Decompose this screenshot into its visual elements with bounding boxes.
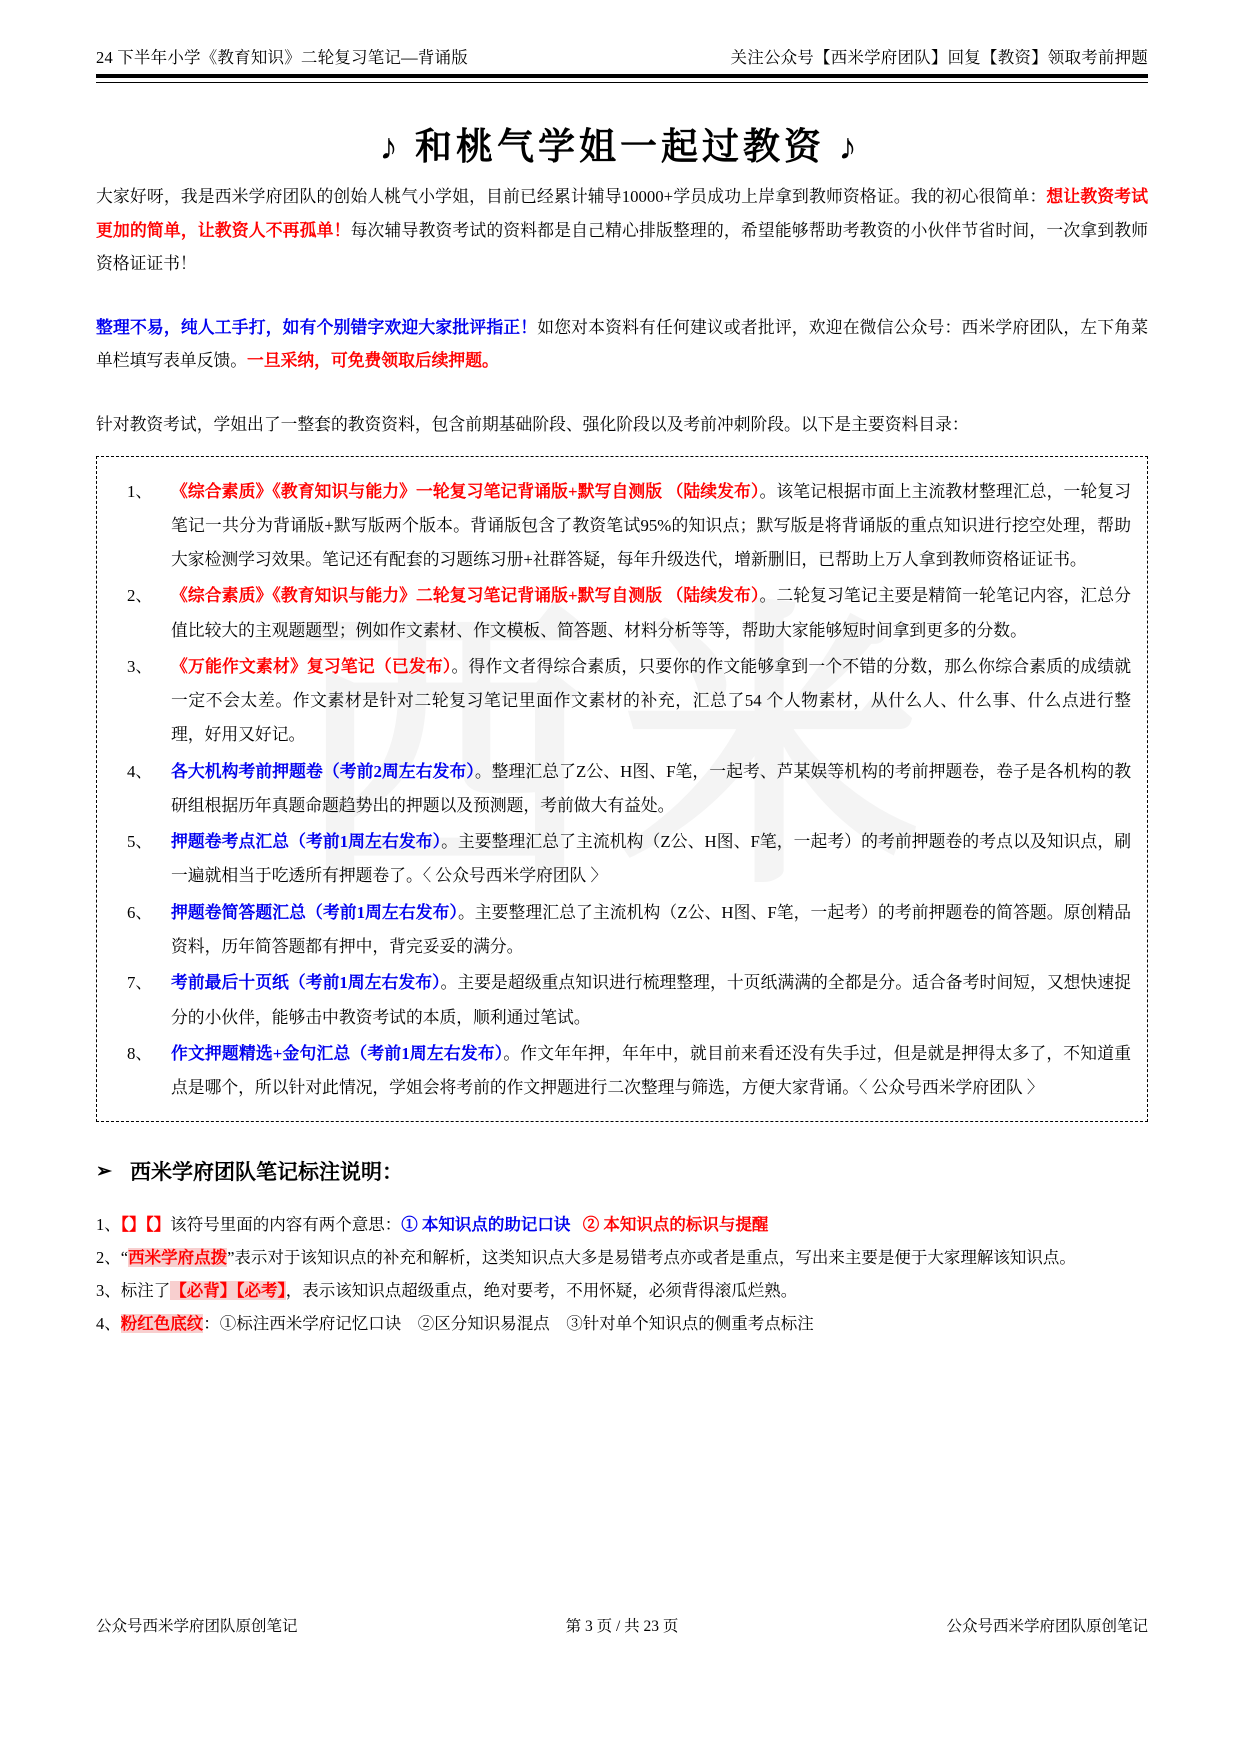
list-item-body: [171, 896, 1131, 965]
note-number: 1、: [96, 1215, 121, 1235]
intro-p2-red: 一旦采纳，可免费领取后续押题。: [247, 351, 499, 371]
list-item-text: 。二轮复习笔记主要是精简一轮笔记内容，汇总分值比较大的主观题题型；例如作文素材、作文模板、简答题、材料分析等等，帮助大家能够短时间拿到更多的分数。: [171, 586, 1131, 640]
intro-paragraph-2: [96, 311, 1148, 378]
list-item-number: 3、: [127, 656, 153, 676]
list-item: [109, 825, 1131, 894]
list-item-highlight: 考前最后十页纸（考前1周左右发布）: [171, 973, 441, 993]
list-item-highlight: 《万能作文素材》复习笔记（已发布）: [171, 656, 452, 676]
note-text: ：①标注西米学府记忆口诀 ②区分知识易混点 ③针对单个知识点的侧重考点标注: [203, 1314, 814, 1334]
list-item: [109, 966, 1131, 1035]
list-item-body: [171, 755, 1131, 824]
note-quote-close: ”: [227, 1248, 235, 1268]
note-number: 4、: [96, 1314, 121, 1334]
intro-paragraph-1: [96, 180, 1148, 281]
list-item-body: [171, 966, 1131, 1035]
note-option-2: ② 本知识点的标识与提醒: [582, 1215, 769, 1235]
note-text: 该符号里面的内容有两个意思：: [170, 1215, 402, 1235]
list-item-number: 7、: [127, 973, 153, 993]
list-item-text: 。作文年年押，年年中，就目前来看还没有失手过，但是就是押得太多了，不知道重点是哪个，所以针对此情况，学姐会将考前的作文押题进行二次整理与筛选，方便大家背诵。〈 公众号西米学府团队 〉: [171, 1043, 1131, 1098]
list-item-highlight: 押题卷简答题汇总（考前1周左右发布）: [171, 902, 458, 922]
list-item-text: 。整理汇总了Z公、H图、F笔，一起考、芦某娱等机构的考前押题卷，卷子是各机构的教研组根据历年真题命题趋势出的押题以及预测题，考前做大有益处。: [171, 761, 1131, 815]
list-item-body: [171, 1037, 1131, 1106]
note-text: ，表示该知识点超级重点，绝对要考，不用怀疑，必须背得滚瓜烂熟。: [285, 1281, 798, 1301]
note-item: [96, 1274, 1148, 1307]
list-item-text: 。主要是超级重点知识进行梳理整理，十页纸满满的全都是分。适合备考时间短，又想快速捉分的小伙伴，能够击中教资考试的本质，顺利通过笔试。: [171, 973, 1131, 1027]
list-item-text: 。主要整理汇总了主流机构（Z公、H图、F笔，一起考）的考前押题卷的简答题。原创精品资料，历年简答题都有押中，背完妥妥的满分。: [171, 902, 1131, 957]
list-item-text: 。主要整理汇总了主流机构（Z公、H图、F笔，一起考）的考前押题卷的考点以及知识点，刷一遍就相当于吃透所有押题卷了。〈 公众号西米学府团队 〉: [171, 832, 1131, 886]
section-heading: [96, 1156, 1148, 1186]
intro-p2-mid: 如您对本资料有任何建议或者批评，欢迎在微信公众号：西米学府团队，左下角菜单栏填写表单反馈。: [96, 317, 1148, 371]
catalog-box: [96, 456, 1148, 1123]
note-tag-pink-shading: 粉红色底纹: [120, 1314, 204, 1334]
list-item-body: [171, 475, 1131, 578]
note-prefix: 标注了: [120, 1281, 171, 1301]
note-item: [96, 1208, 1148, 1241]
page-footer: [96, 1614, 1148, 1636]
list-item-number: 8、: [127, 1043, 153, 1063]
footer-right-text: 公众号西米学府团队原创笔记: [946, 1618, 1148, 1635]
note-item: [96, 1241, 1148, 1274]
list-item-body: [171, 650, 1131, 753]
spacer: [96, 382, 1148, 408]
list-item-text: 。该笔记根据市面上主流教材整理汇总，一轮复习笔记一共分为背诵版+默写版两个版本。背诵版包含了教资笔试95%的知识点；默写版是将背诵版的重点知识进行挖空处理，帮助大家检测学习效果。笔记还有配套的习题练习册+社群答疑，每年升级迭代，增新删旧，已帮助上万人拿到教师资格证证书。: [171, 481, 1131, 570]
list-item: [109, 650, 1131, 753]
note-tag-dianbo: 西米学府点拨: [128, 1248, 228, 1268]
document-body: [96, 180, 1148, 1340]
header-divider: [96, 74, 1148, 83]
spacer: [96, 285, 1148, 311]
page-header: [96, 44, 1148, 83]
header-left-text: 24 下半年小学《教育知识》二轮复习笔记—背诵版: [96, 48, 468, 67]
list-item: [109, 475, 1131, 578]
note-number: 3、: [96, 1281, 121, 1301]
note-quote-open: “: [120, 1248, 129, 1268]
list-item-number: 1、: [127, 481, 153, 501]
list-item-number: 2、: [127, 586, 153, 606]
list-item: [109, 1037, 1131, 1106]
list-item-highlight: 《综合素质》《教育知识与能力》一轮复习笔记背诵版+默写自测版 （陆续发布）: [171, 481, 760, 501]
note-text: 表示对于该知识点的补充和解析，这类知识点大多是易错考点亦或者是重点，写出来主要是便于大家理解该知识点。: [234, 1248, 1076, 1268]
section-heading-text: 西米学府团队笔记标注说明：: [130, 1160, 403, 1185]
list-item-body: [171, 825, 1131, 894]
list-item: [109, 579, 1131, 648]
list-item-highlight: 押题卷考点汇总（考前1周左右发布）: [171, 832, 442, 852]
intro-p1-part-b: 每次辅导教资考试的资料都是自己精心排版整理的，希望能够帮助考教资的小伙伴节省时间，一次拿到教师资格证证书！: [96, 220, 1148, 274]
note-tag-bibei: 【必背】: [170, 1281, 237, 1301]
list-item-text: 。得作文者得综合素质，只要你的作文能够拿到一个不错的分数，那么你综合素质的成绩就一定不会太差。作文素材是针对二轮复习笔记里面作文素材的补充，汇总了54 个人物素材，从什么人、什么事、什么点进行整理，好用又好记。: [171, 656, 1131, 745]
list-item: [109, 755, 1131, 824]
footer-page-number: 第 3 页 / 共 23 页: [565, 1618, 679, 1635]
list-item-number: 5、: [127, 832, 153, 852]
note-tag-bikao: 【必考】: [236, 1281, 286, 1301]
footer-left-text: 公众号西米学府团队原创笔记: [96, 1618, 298, 1635]
note-symbol: 【】【】: [120, 1215, 171, 1235]
note-number: 2、: [96, 1248, 121, 1268]
list-item-highlight: 《综合素质》《教育知识与能力》二轮复习笔记背诵版+默写自测版 （陆续发布）: [171, 586, 760, 606]
list-item-highlight: 各大机构考前押题卷（考前2周左右发布）: [171, 761, 475, 781]
intro-p1-part-a: 大家好呀，我是西米学府团队的创始人桃气小学姐，目前已经累计辅导10000+学员成功上岸拿到教师资格证。我的初心很简单：: [96, 187, 1047, 206]
intro-paragraph-3: 针对教资考试，学姐出了一整套的教资资料，包含前期基础阶段、强化阶段以及考前冲刺阶段。以下是主要资料目录：: [96, 414, 969, 434]
intro-p2-blue: 整理不易，纯人工手打，如有个别错字欢迎大家批评指正！: [96, 317, 538, 337]
list-item-number: 4、: [127, 761, 153, 781]
note-option-1: ① 本知识点的助记口诀: [401, 1215, 571, 1235]
page-title: ♪ 和桃气学姐一起过教资 ♪: [379, 127, 861, 168]
list-item-number: 6、: [127, 902, 153, 922]
header-right-text: 关注公众号【西米学府团队】回复【教资】领取考前押题: [730, 48, 1148, 67]
intro-p1-highlight: 想让教资考试更加的简单，让教资人不再孤单！: [96, 187, 1148, 240]
notes-list: [96, 1208, 1148, 1340]
list-item-highlight: 作文押题精选+金句汇总（考前1周左右发布）: [171, 1043, 504, 1063]
note-item: [96, 1307, 1148, 1340]
list-item: [109, 896, 1131, 965]
list-item-body: [171, 579, 1131, 648]
arrow-bullet-icon: ➢: [96, 1160, 112, 1182]
